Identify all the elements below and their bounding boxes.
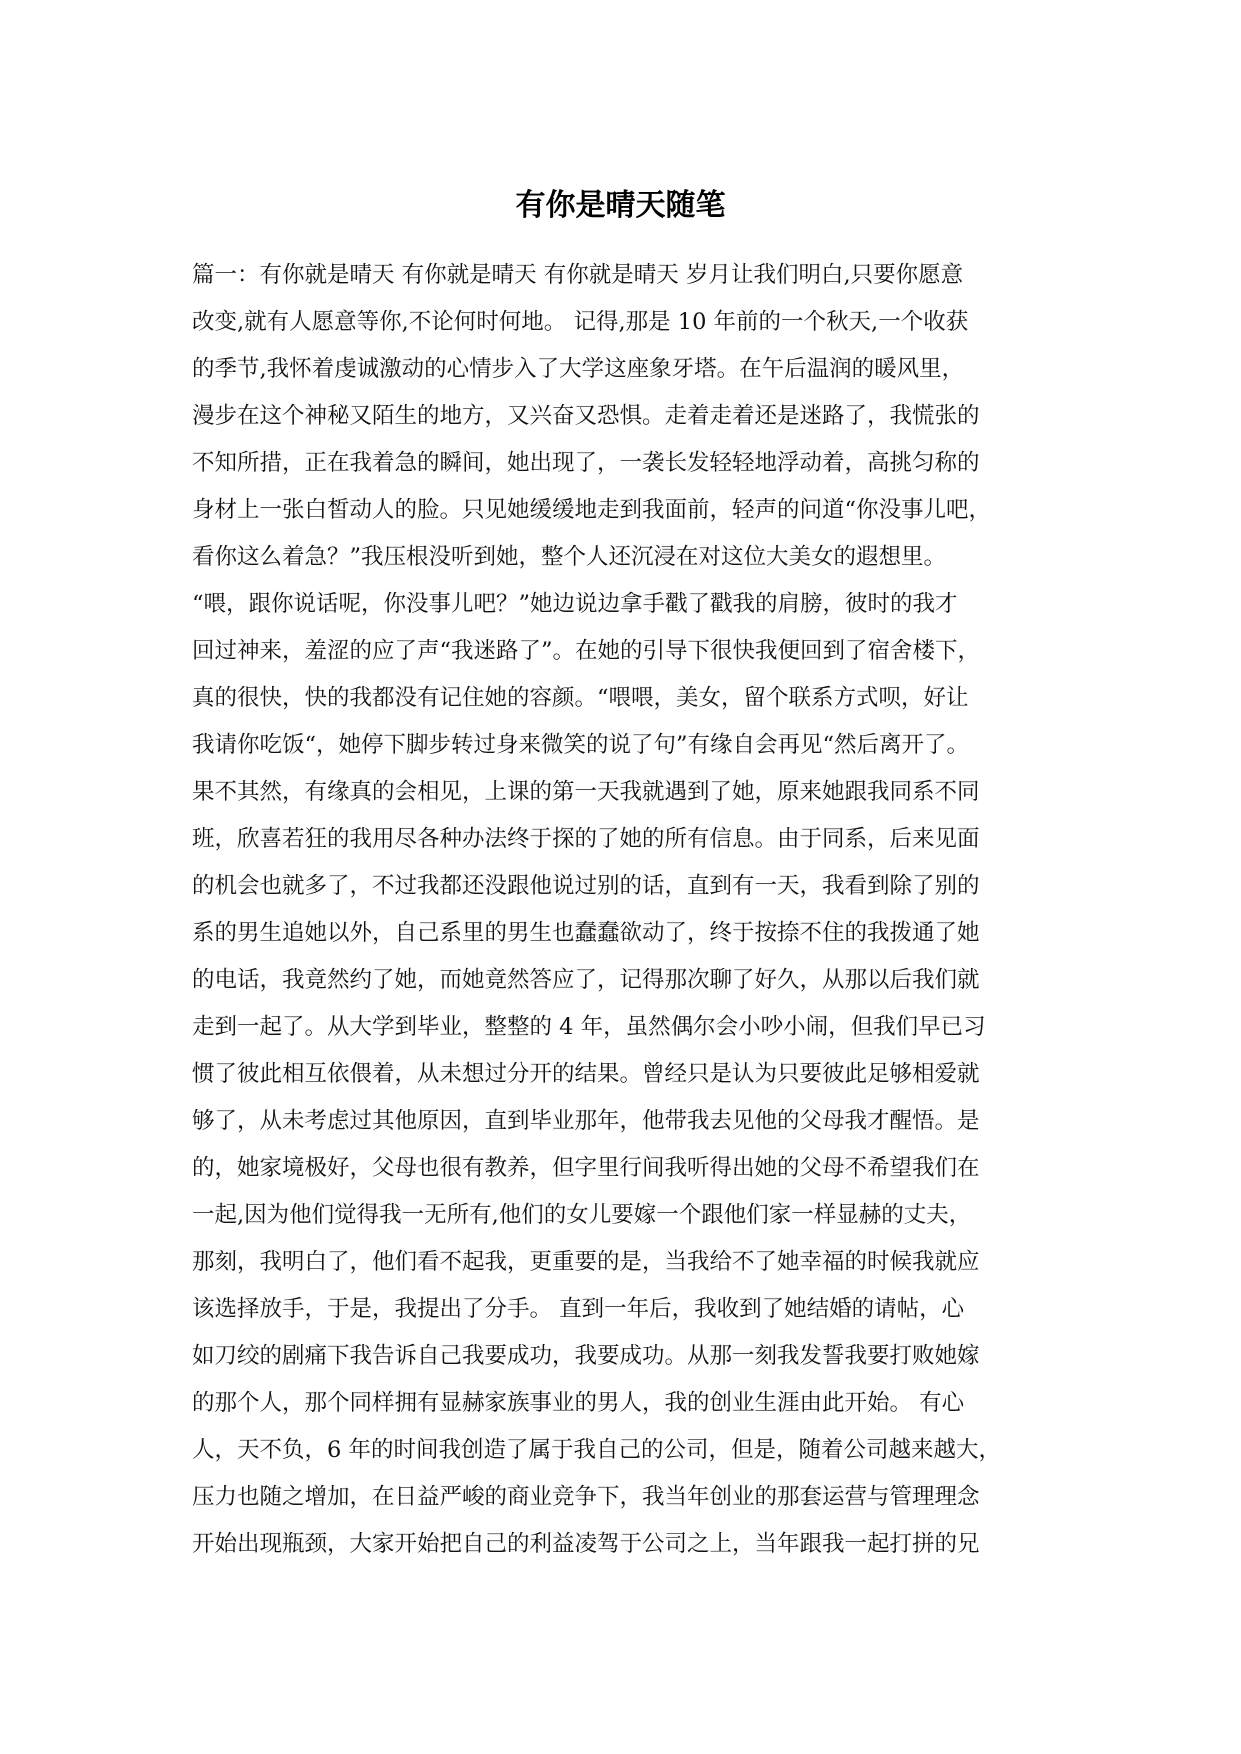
text-line: 该选择放手，于是，我提出了分手。 直到一年后，我收到了她结婚的请帖，心 <box>192 1296 965 1322</box>
text-line: 人，天不负，6 年的时间我创造了属于我自己的公司，但是，随着公司越来越大， <box>192 1437 1001 1463</box>
text-line: 漫步在这个神秘又陌生的地方，又兴奋又恐惧。走着走着还是迷路了，我慌张的 <box>192 403 980 429</box>
text-line: 我请你吃饭“，她停下脚步转过身来微笑的说了句”有缘自会再见“然后离开了。 <box>192 732 970 758</box>
text-line: 不知所措，正在我着急的瞬间，她出现了，一袭长发轻轻地浮动着，高挑匀称的 <box>192 450 980 476</box>
text-line: 那刻，我明白了，他们看不起我，更重要的是，当我给不了她幸福的时候我就应 <box>192 1249 980 1275</box>
text-line: 果不其然，有缘真的会相见，上课的第一天我就遇到了她，原来她跟我同系不同 <box>192 779 980 805</box>
text-line: 一起,因为他们觉得我一无所有,他们的女儿要嫁一个跟他们家一样显赫的丈夫， <box>192 1202 972 1228</box>
text-line: 的电话，我竟然约了她，而她竟然答应了，记得那次聊了好久，从那以后我们就 <box>192 967 980 993</box>
text-line: 的机会也就多了，不过我都还没跟他说过别的话，直到有一天，我看到除了别的 <box>192 873 980 899</box>
body-text <box>192 252 1052 1568</box>
text-line: 的季节,我怀着虔诚激动的心情步入了大学这座象牙塔。在午后温润的暖风里， <box>192 356 965 382</box>
text-line: 惯了彼此相互依偎着，从未想过分开的结果。曾经只是认为只要彼此足够相爱就 <box>192 1061 980 1087</box>
text-line: 压力也随之增加，在日益严峻的商业竞争下，我当年创业的那套运营与管理理念 <box>192 1484 980 1510</box>
text-line: 改变,就有人愿意等你,不论何时何地。 记得,那是 10 年前的一个秋天,一个收获 <box>192 309 969 335</box>
text-line: 班，欣喜若狂的我用尽各种办法终于探的了她的所有信息。由于同系，后来见面 <box>192 826 980 852</box>
text-line: 的，她家境极好，父母也很有教养，但字里行间我听得出她的父母不希望我们在 <box>192 1155 980 1181</box>
text-line: “喂，跟你说话呢，你没事儿吧？”她边说边拿手戳了戳我的肩膀，彼时的我才 <box>192 591 958 617</box>
text-line: 走到一起了。从大学到毕业，整整的 4 年，虽然偶尔会小吵小闹，但我们早已习 <box>192 1014 986 1040</box>
text-line: 回过神来，羞涩的应了声“我迷路了”。在她的引导下很快我便回到了宿舍楼下， <box>192 638 981 664</box>
text-line: 如刀绞的剧痛下我告诉自己我要成功，我要成功。从那一刻我发誓我要打败她嫁 <box>192 1343 980 1369</box>
text-line: 的那个人，那个同样拥有显赫家族事业的男人，我的创业生涯由此开始。 有心 <box>192 1390 965 1416</box>
text-line: 真的很快，快的我都没有记住她的容颜。“喂喂，美女，留个联系方式呗，好让 <box>192 685 969 711</box>
text-line: 身材上一张白皙动人的脸。只见她缓缓地走到我面前，轻声的问道“你没事儿吧， <box>192 497 992 523</box>
text-line: 系的男生追她以外，自己系里的男生也蠢蠢欲动了，终于按捺不住的我拨通了她 <box>192 920 980 946</box>
text-line: 看你这么着急？”我压根没听到她，整个人还沉浸在对这位大美女的遐想里。 <box>192 544 947 570</box>
text-line: 开始出现瓶颈，大家开始把自己的利益凌驾于公司之上，当年跟我一起打拼的兄 <box>192 1531 980 1557</box>
text-line: 篇一：有你就是晴天 有你就是晴天 有你就是晴天 岁月让我们明白,只要你愿意 <box>192 262 964 288</box>
document-title: 有你是晴天随笔 <box>515 188 726 223</box>
text-line: 够了，从未考虑过其他原因，直到毕业那年，他带我去见他的父母我才醒悟。是 <box>192 1108 980 1134</box>
